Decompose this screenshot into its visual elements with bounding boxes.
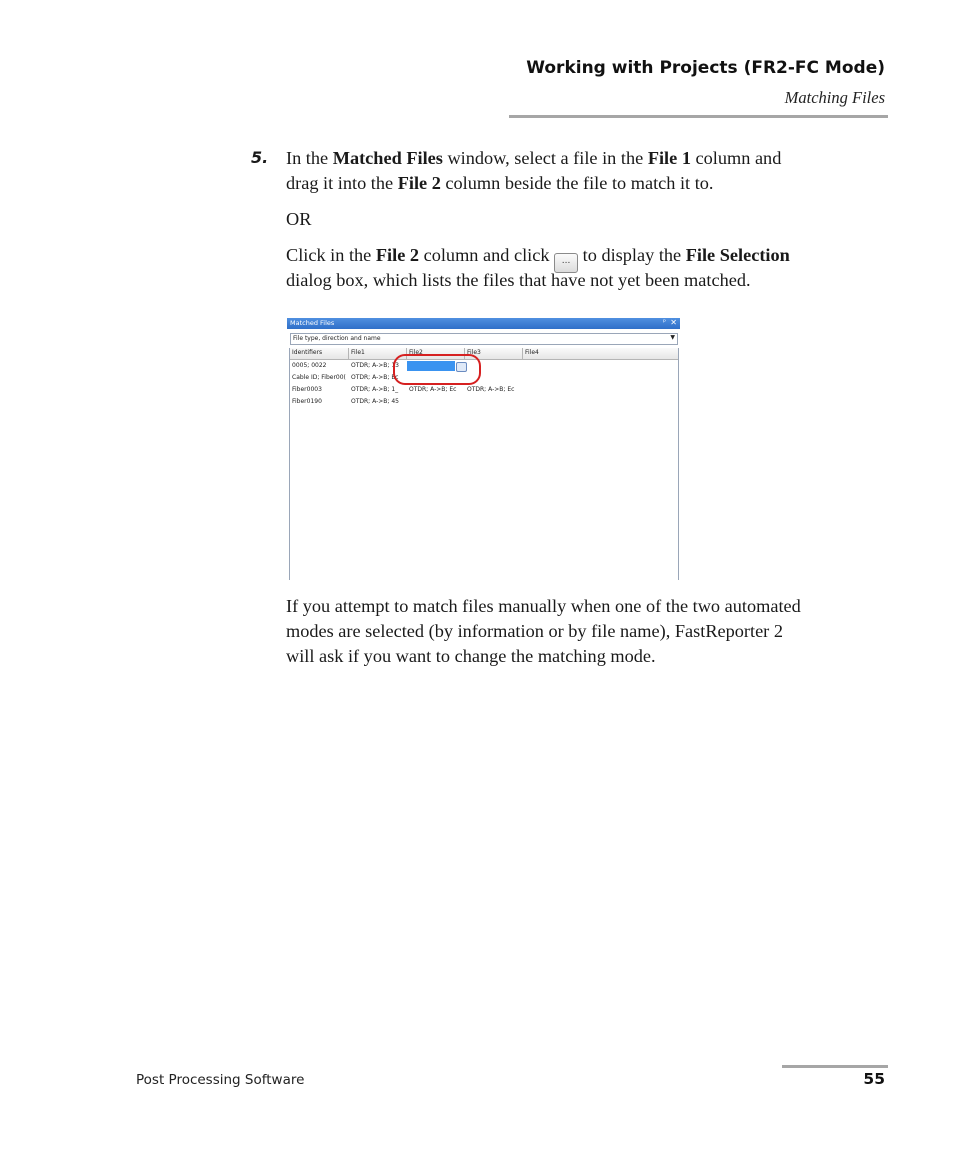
after-line-2: modes are selected (by information or by file name), FastReporter 2 (286, 621, 783, 641)
table-cell[interactable]: Cable ID; Fiber00( (292, 374, 346, 381)
highlight-circle (393, 354, 481, 385)
table-cell[interactable]: OTDR; A->B; 45 (351, 398, 399, 405)
running-header-title: Working with Projects (FR2-FC Mode) (526, 58, 885, 78)
column-header-file4[interactable]: File4 (525, 349, 539, 356)
chevron-down-icon[interactable]: ▼ (670, 334, 675, 341)
running-header-subtitle: Matching Files (784, 88, 885, 107)
step-number: 5. (251, 148, 269, 167)
after-paragraph (286, 594, 801, 669)
bold-term-file2: File 2 (375, 245, 420, 265)
text: Click in the (286, 245, 376, 265)
table-cell[interactable]: Fiber0190 (292, 398, 322, 405)
bold-term-file1: File 1 (647, 148, 691, 168)
column-header-file1[interactable]: File1 (351, 349, 365, 356)
window-title: Matched Files (290, 319, 335, 327)
text: column beside the file to match it to. (440, 173, 714, 193)
after-line-1: If you attempt to match files manually when one of the two automated (286, 596, 801, 616)
after-line-3: will ask if you want to change the matching mode. (286, 646, 656, 666)
footer-title: Post Processing Software (136, 1072, 305, 1088)
footer-rule (782, 1065, 888, 1068)
table-cell[interactable]: Fiber0003 (292, 386, 322, 393)
text: drag it into the (286, 173, 398, 193)
pin-icon[interactable]: ᵖ (663, 318, 666, 326)
or-text: OR (286, 209, 312, 229)
column-header-file2[interactable]: File2 (409, 349, 423, 356)
text: In the (286, 148, 333, 168)
table-cell[interactable]: 0005; 0022 (292, 362, 327, 369)
bold-term-matched-files: Matched Files (332, 148, 443, 168)
close-icon[interactable]: ✕ (670, 318, 677, 327)
bold-term-file2: File 2 (397, 173, 441, 193)
window-titlebar (287, 318, 680, 329)
text: window, select a file in the (442, 148, 648, 168)
step-line-2 (286, 171, 714, 196)
matched-files-grid (289, 348, 679, 580)
text: column and (690, 148, 782, 168)
text: to display the (578, 245, 686, 265)
matching-mode-dropdown[interactable] (290, 333, 678, 345)
table-cell[interactable]: OTDR; A->B; 13 (351, 362, 399, 369)
step-line-1 (286, 146, 781, 171)
dropdown-value: File type, direction and name (293, 335, 381, 342)
bold-term-file-selection: File Selection (685, 245, 790, 265)
column-header-identifiers[interactable]: Identifiers (292, 349, 323, 356)
browse-button-icon: ... (554, 253, 578, 273)
header-rule (509, 115, 888, 118)
table-cell[interactable]: OTDR; A->B; Ec (409, 386, 457, 393)
page-number: 55 (863, 1070, 885, 1088)
table-cell[interactable]: OTDR; A->B; Ec (351, 374, 399, 381)
table-cell[interactable]: OTDR; A->B; Ec (467, 386, 515, 393)
column-header-file3[interactable]: File3 (467, 349, 481, 356)
text: column and click (419, 245, 555, 265)
grid-header (290, 348, 678, 360)
table-cell[interactable]: OTDR; A->B; 1_ (351, 386, 399, 393)
matched-files-screenshot (287, 318, 680, 580)
step-line-4: dialog box, which lists the files that have not yet been matched. (286, 270, 751, 290)
